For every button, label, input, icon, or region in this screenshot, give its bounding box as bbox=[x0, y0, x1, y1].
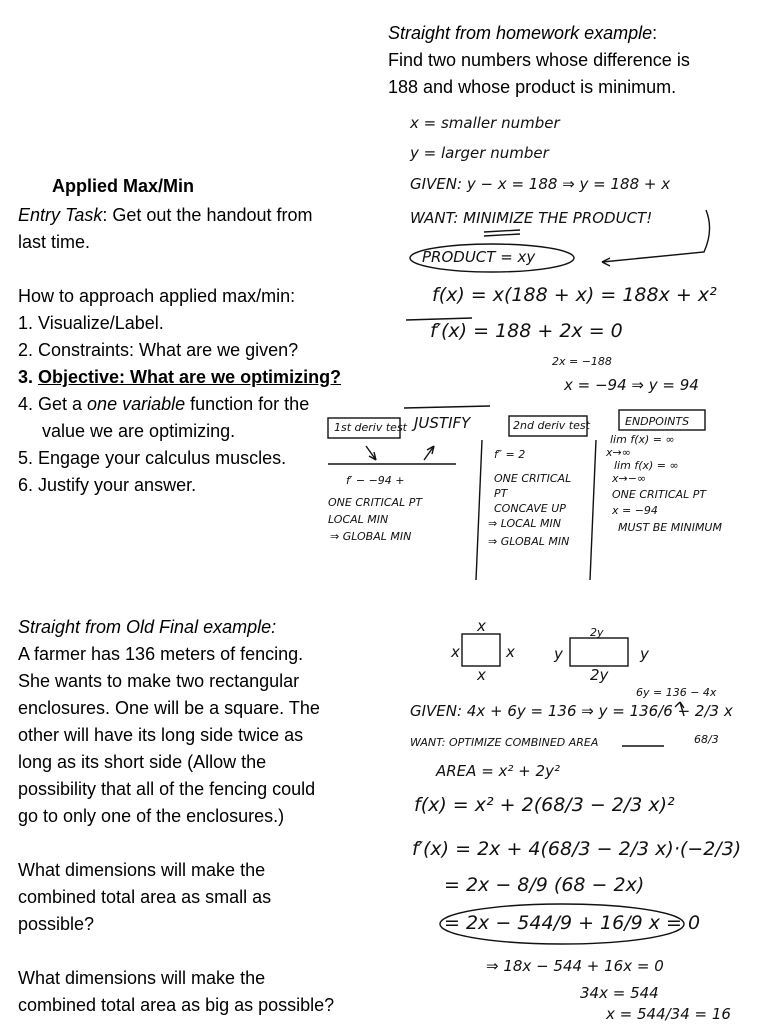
product-circle bbox=[410, 244, 574, 272]
justify-rule bbox=[404, 406, 490, 408]
page-title: Applied Max/Min bbox=[52, 176, 195, 196]
hand-col1: f′ − −94 + bbox=[346, 474, 405, 487]
hand-rect-top: 2y bbox=[590, 626, 604, 639]
hand-want: WANT: MINIMIZE THE PRODUCT! bbox=[410, 209, 653, 227]
hand-square-label-right: x bbox=[506, 643, 515, 661]
hand-f2: f(x) = x² + 2(68/3 − 2/3 x)² bbox=[414, 794, 675, 816]
question-min: combined total area as small as bbox=[18, 887, 272, 907]
col-divider-2 bbox=[590, 440, 596, 580]
square-diagram bbox=[462, 634, 500, 666]
entry-task: Entry Task: Get out the handout from bbox=[18, 205, 313, 225]
hand-want2: WANT: OPTIMIZE COMBINED AREA bbox=[410, 736, 599, 749]
approach-heading: How to approach applied max/min: bbox=[18, 286, 296, 306]
hand-col3: x→∞ bbox=[606, 446, 631, 459]
final-body-line: possibility that all of the fencing could bbox=[18, 779, 316, 799]
step-3: 3. Objective: What are we optimizing? bbox=[18, 367, 342, 387]
step-2: 2. Constraints: What are we given? bbox=[18, 340, 299, 360]
hand-want2-tail: 68/3 bbox=[694, 733, 719, 746]
first-deriv-box bbox=[328, 418, 400, 438]
hand-col3: lim f(x) = ∞ bbox=[614, 459, 679, 472]
step-4: 4. Get a one variable function for the bbox=[18, 394, 310, 414]
final-body-line: She wants to make two rectangular bbox=[18, 671, 300, 691]
decrease-arrow bbox=[366, 446, 376, 460]
hand-col2: ONE CRITICAL bbox=[494, 472, 572, 485]
hand-f: f(x) = x(188 + x) = 188x + x² bbox=[432, 284, 717, 306]
hand-def-y: y = larger number bbox=[410, 144, 549, 162]
hand-square-label-top: x bbox=[477, 617, 486, 635]
hand-box-endpoints: ENDPOINTS bbox=[625, 415, 690, 428]
hand-fprime: f′(x) = 188 + 2x = 0 bbox=[430, 320, 623, 342]
step-1: 1. Visualize/Label. bbox=[18, 313, 164, 333]
aside-arrow bbox=[675, 702, 684, 716]
hand-eq2: = 2x − 544/9 + 16/9 x = 0 bbox=[444, 912, 701, 934]
hand-col1: ONE CRITICAL PT bbox=[328, 496, 423, 509]
hand-square-label-bottom: x bbox=[477, 666, 486, 684]
final-body-line: long as its short side (Allow the bbox=[18, 752, 267, 772]
fprime-rule bbox=[406, 318, 472, 320]
final-body-line: other will have its long side twice as bbox=[18, 725, 304, 745]
increase-arrow bbox=[424, 446, 434, 460]
hand-given: GIVEN: y − x = 188 ⇒ y = 188 + x bbox=[410, 175, 671, 193]
step-4-cont: value we are optimizing. bbox=[42, 421, 236, 441]
hand-box-first: 1st deriv test bbox=[334, 421, 407, 434]
endpoints-box bbox=[619, 410, 705, 430]
final-body-line: enclosures. One will be a square. The bbox=[18, 698, 320, 718]
final-heading: Straight from Old Final example: bbox=[18, 617, 277, 637]
step-5: 5. Engage your calculus muscles. bbox=[18, 448, 287, 468]
product-underline bbox=[484, 234, 520, 236]
hand-eq1: = 2x − 8/9 (68 − 2x) bbox=[444, 874, 645, 896]
question-min: possible? bbox=[18, 914, 95, 934]
hand-rect-right: y bbox=[640, 645, 649, 663]
question-max: combined total area as big as possible? bbox=[18, 995, 335, 1015]
hand-box-second: 2nd deriv test bbox=[513, 419, 590, 432]
hand-col1: ⇒ GLOBAL MIN bbox=[330, 530, 412, 543]
hand-col3: x = −94 bbox=[612, 504, 658, 517]
hand-fprime2: f′(x) = 2x + 4(68/3 − 2/3 x)·(−2/3) bbox=[412, 838, 742, 860]
homework-line: 188 and whose product is minimum. bbox=[388, 77, 677, 97]
hand-given2: GIVEN: 4x + 6y = 136 ⇒ y = 136/6 − 2/3 x bbox=[410, 702, 733, 720]
homework-line: Find two numbers whose difference is bbox=[388, 50, 690, 70]
hand-eq5: x = 544/34 = 16 bbox=[606, 1005, 731, 1023]
homework-heading: Straight from homework example: bbox=[388, 23, 658, 43]
arrow-to-product bbox=[602, 210, 710, 262]
hand-square-label-left: x bbox=[451, 643, 460, 661]
hand-area: AREA = x² + 2y² bbox=[436, 762, 560, 780]
hand-result: x = −94 ⇒ y = 94 bbox=[564, 376, 699, 394]
hand-aside: 6y = 136 − 4x bbox=[636, 686, 717, 699]
col-divider-1 bbox=[476, 440, 482, 580]
hand-eq3: ⇒ 18x − 544 + 16x = 0 bbox=[486, 957, 664, 975]
hand-col3: lim f(x) = ∞ bbox=[610, 433, 675, 446]
hand-rect-bottom: 2y bbox=[590, 666, 609, 684]
equation-circle bbox=[440, 904, 684, 944]
product-underline bbox=[484, 230, 520, 232]
hand-col3: x→−∞ bbox=[612, 472, 647, 485]
hand-col1: LOCAL MIN bbox=[328, 513, 389, 526]
hand-solve: 2x = −188 bbox=[552, 355, 612, 368]
hand-col2: ⇒ GLOBAL MIN bbox=[488, 535, 570, 548]
hand-eq4: 34x = 544 bbox=[580, 984, 659, 1002]
hand-col2: f″ = 2 bbox=[494, 448, 526, 461]
second-deriv-box bbox=[509, 416, 587, 436]
hand-col2: ⇒ LOCAL MIN bbox=[488, 517, 561, 530]
hand-col3: ONE CRITICAL PT bbox=[612, 488, 707, 501]
final-body-line: A farmer has 136 meters of fencing. bbox=[18, 644, 304, 664]
hand-col2: PT bbox=[494, 487, 508, 500]
question-max: What dimensions will make the bbox=[18, 968, 266, 988]
hand-product: PRODUCT = xy bbox=[422, 248, 536, 266]
step-6: 6. Justify your answer. bbox=[18, 475, 197, 495]
entry-task-cont: last time. bbox=[18, 232, 91, 252]
hand-col3: MUST BE MINIMUM bbox=[618, 521, 722, 534]
hand-col2: CONCAVE UP bbox=[494, 502, 566, 515]
rect-diagram bbox=[570, 638, 628, 666]
hand-rect-left: y bbox=[554, 645, 563, 663]
hand-justify: JUSTIFY bbox=[414, 414, 471, 432]
final-body-line: go to only one of the enclosures.) bbox=[18, 806, 285, 826]
hand-def-x: x = smaller number bbox=[410, 114, 560, 132]
question-min: What dimensions will make the bbox=[18, 860, 266, 880]
